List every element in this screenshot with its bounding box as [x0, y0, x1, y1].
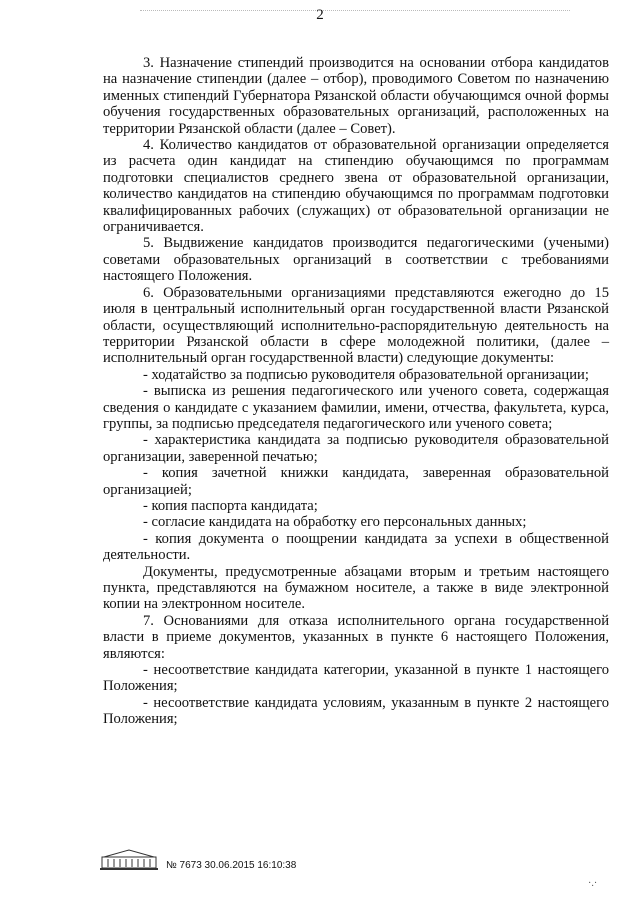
paragraph-5: 5. Выдвижение кандидатов производится педагогическими (учеными) советами образовательных организаций в соответствии с требованиями настоящего Положения.	[103, 235, 609, 285]
paragraph-7: 7. Основаниями для отказа исполнительного органа государственной власти в приеме документов, указанных в пункте 6 настоящего Положения, являются:	[103, 612, 609, 662]
page-number: 2	[316, 7, 324, 23]
list-item: - несоответствие кандидата категории, указанной в пункте 1 настоящего Положения;	[103, 662, 609, 695]
list-item: - копия зачетной книжки кандидата, заверенная образовательной организацией;	[103, 465, 609, 498]
paragraph-documents-note: Документы, предусмотренные абзацами вторым и третьим настоящего пункта, представляются на бумажном носителе, а также в виде электронной копии на электронном носителе.	[103, 563, 609, 613]
list-item: - выписка из решения педагогического или ученого совета, содержащая сведения о кандидате с указанием фамилии, имени, отчества, факультета, курса, группы, за подписью председателя педагогического или ученого совета;	[103, 383, 609, 432]
paragraph-4: 4. Количество кандидатов от образовательной организации определяется из расчета один кандидат на стипендию обучающимся по программам подготовки специалистов среднего звена от образовательной организации, количество кандидатов на стипендию обучающимся по программам подготовки квалифицированных рабочих (служащих) от образовательной организации не ограничивается.	[103, 137, 609, 236]
scan-mark: ·.·	[588, 878, 598, 889]
list-item: - несоответствие кандидата условиям, указанным в пункте 2 настоящего Положения;	[103, 694, 609, 728]
list-item: - копия паспорта кандидата;	[143, 497, 318, 514]
document-body	[103, 55, 609, 728]
list-item: - ходатайство за подписью руководителя образовательной организации;	[143, 366, 589, 383]
list-item: - характеристика кандидата за подписью руководителя образовательной организации, заверенной печатью;	[103, 432, 609, 465]
government-building-logo	[100, 848, 158, 870]
list-item: - копия документа о поощрении кандидата за успехи в общественной деятельности.	[103, 530, 609, 564]
document-footer	[100, 848, 400, 888]
list-item: - согласие кандидата на обработку его персональных данных;	[143, 514, 527, 531]
paragraph-6: 6. Образовательными организациями представляются ежегодно до 15 июля в центральный исполнительный орган государственной власти Рязанской области, осуществляющий исполнительно-распорядительную деятельность на территории Рязанской области в сфере молодежной политики, (далее – исполнительный орган государственной власти) следующие документы:	[103, 284, 609, 367]
paragraph-3: 3. Назначение стипендий производится на основании отбора кандидатов на назначение стипендии (далее – отбор), проводимого Советом по назначению именных стипендий Губернатора Рязанской области обучающимся очной формы обучения государственных образовательных организаций, расположенных на территории Рязанской области (далее – Совет).	[103, 55, 609, 137]
registration-stamp: № 7673 30.06.2015 16:10:38	[166, 860, 297, 871]
